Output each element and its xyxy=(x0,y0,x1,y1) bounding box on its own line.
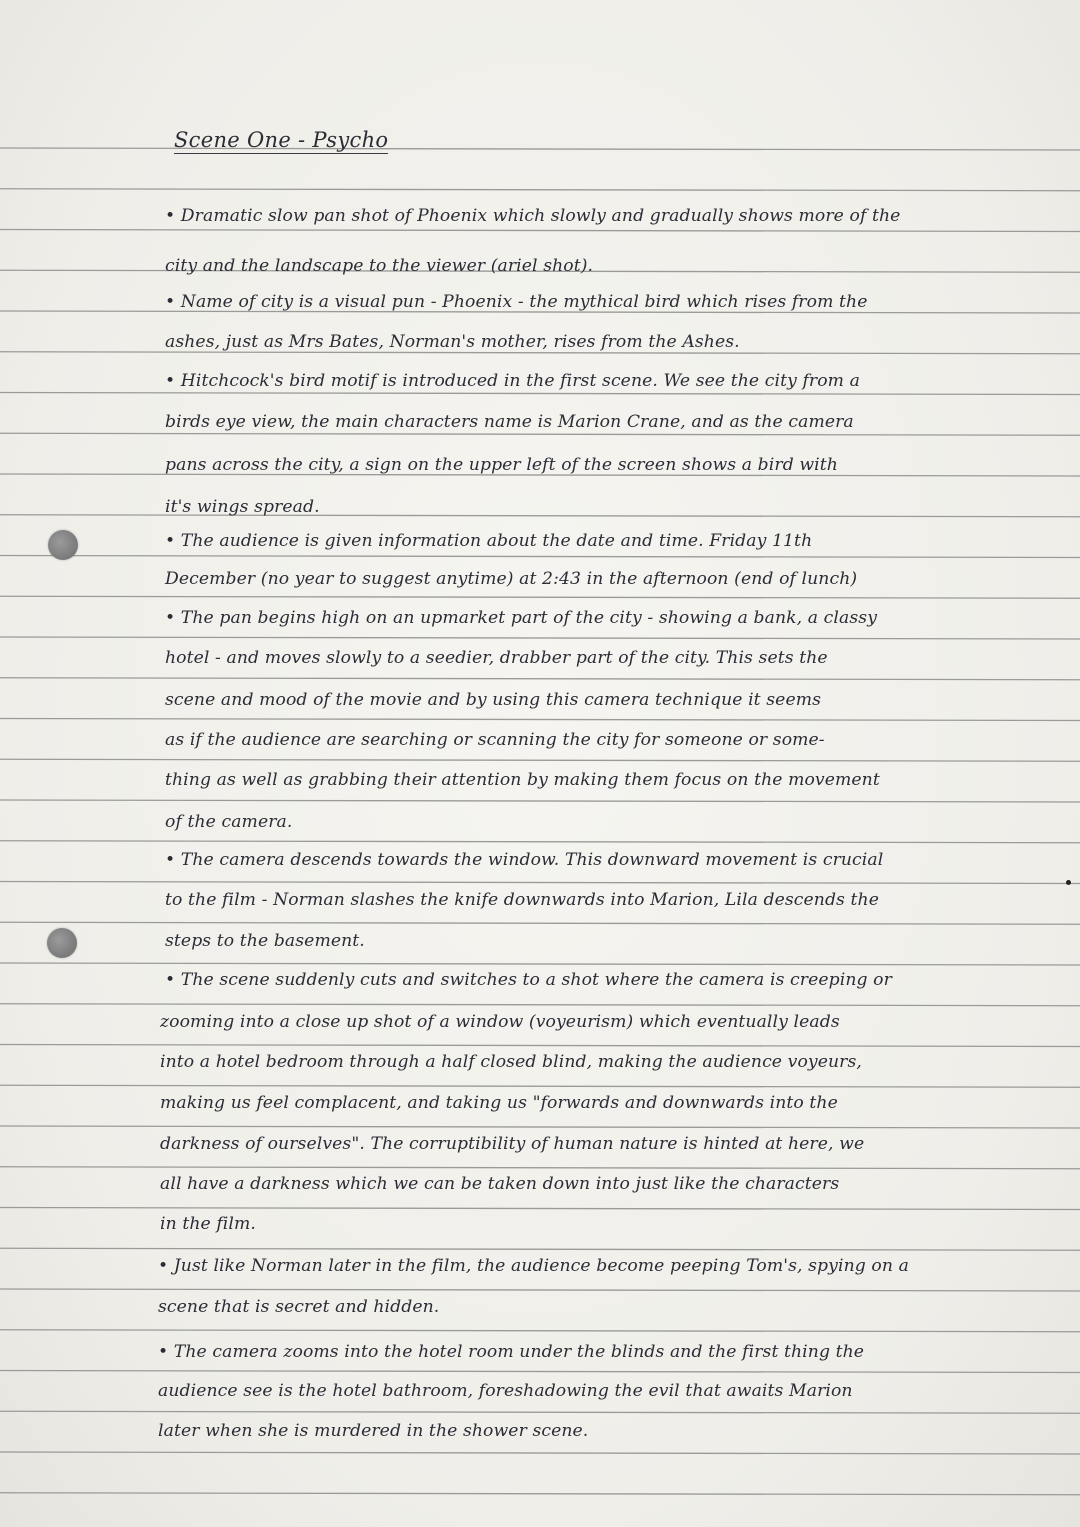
ruled-line xyxy=(0,1167,1080,1169)
ruled-line xyxy=(0,1371,1080,1373)
text-line: scene that is secret and hidden. xyxy=(158,1297,440,1317)
text-line: steps to the basement. xyxy=(165,931,365,951)
text-line: birds eye view, the main characters name is Marion Crane, and as the camera xyxy=(165,412,854,432)
text-line: • The scene suddenly cuts and switches to a shot where the camera is creeping or xyxy=(165,970,892,990)
punch-hole xyxy=(48,530,78,560)
ruled-line xyxy=(0,515,1080,517)
text-line: • Dramatic slow pan shot of Phoenix which slowly and gradually shows more of the xyxy=(165,206,901,226)
text-line: • The audience is given information about the date and time. Friday 11th xyxy=(165,531,813,551)
ruled-line xyxy=(0,1045,1080,1047)
ruled-line xyxy=(0,800,1080,802)
text-line: • The pan begins high on an upmarket part of the city - showing a bank, a classy xyxy=(165,608,878,628)
text-line: making us feel complacent, and taking us "forwards and downwards into the xyxy=(160,1093,838,1113)
ruled-line xyxy=(0,596,1080,598)
text-line: in the film. xyxy=(160,1214,256,1234)
ink-mark xyxy=(1066,880,1071,885)
ruled-line xyxy=(0,678,1080,680)
text-line: zooming into a close up shot of a window (voyeurism) which eventually leads xyxy=(160,1012,840,1032)
text-line: scene and mood of the movie and by using this camera technique it seems xyxy=(165,690,822,710)
text-line: later when she is murdered in the shower scene. xyxy=(158,1421,589,1441)
ruled-line xyxy=(0,1452,1080,1454)
punch-hole xyxy=(47,928,77,958)
text-line: audience see is the hotel bathroom, foreshadowing the evil that awaits Marion xyxy=(158,1381,853,1401)
text-line: as if the audience are searching or scanning the city for someone or some- xyxy=(165,730,825,750)
ruled-line xyxy=(0,1493,1080,1495)
text-line: all have a darkness which we can be taken down into just like the characters xyxy=(160,1174,840,1194)
text-line: • Name of city is a visual pun - Phoenix - the mythical bird which rises from the xyxy=(165,292,868,312)
ruled-line xyxy=(0,393,1080,395)
ruled-line xyxy=(0,1289,1080,1291)
ruled-line xyxy=(0,1085,1080,1087)
ruled-line xyxy=(0,963,1080,965)
text-line: ashes, just as Mrs Bates, Norman's mother, rises from the Ashes. xyxy=(165,332,740,352)
text-line: • The camera descends towards the window. This downward movement is crucial xyxy=(165,850,884,870)
text-line: • The camera zooms into the hotel room under the blinds and the first thing the xyxy=(158,1342,865,1362)
ruled-line xyxy=(0,433,1080,435)
ruled-line xyxy=(0,230,1080,232)
text-line: of the camera. xyxy=(165,812,293,832)
text-line: • Hitchcock's bird motif is introduced in the first scene. We see the city from a xyxy=(165,371,860,391)
text-line: into a hotel bedroom through a half closed blind, making the audience voyeurs, xyxy=(160,1052,862,1072)
ruled-line xyxy=(0,1330,1080,1332)
text-line: darkness of ourselves". The corruptibility of human nature is hinted at here, we xyxy=(160,1134,865,1154)
text-line: • Just like Norman later in the film, the audience become peeping Tom's, spying on a xyxy=(158,1256,909,1276)
ruled-line xyxy=(0,1004,1080,1006)
ruled-line xyxy=(0,1248,1080,1250)
ruled-line xyxy=(0,1208,1080,1210)
text-line: it's wings spread. xyxy=(165,497,320,517)
ruled-line xyxy=(0,148,1080,150)
ruled-line xyxy=(0,556,1080,558)
ruled-line xyxy=(0,352,1080,354)
page-title: Scene One - Psycho xyxy=(174,128,389,152)
text-line: city and the landscape to the viewer (ariel shot). xyxy=(165,256,594,276)
ruled-line xyxy=(0,1411,1080,1413)
text-line: to the film - Norman slashes the knife downwards into Marion, Lila descends the xyxy=(165,890,879,910)
ruled-line xyxy=(0,759,1080,761)
ruled-line xyxy=(0,1126,1080,1128)
text-line: pans across the city, a sign on the upper left of the screen shows a bird with xyxy=(165,455,838,475)
ruled-line xyxy=(0,637,1080,639)
ruled-line xyxy=(0,189,1080,191)
ruled-line xyxy=(0,922,1080,924)
ruled-line xyxy=(0,882,1080,884)
ruled-line xyxy=(0,841,1080,843)
text-line: December (no year to suggest anytime) at 2:43 in the afternoon (end of lunch) xyxy=(165,569,858,589)
text-line: thing as well as grabbing their attention by making them focus on the movement xyxy=(165,770,880,790)
ruled-line xyxy=(0,719,1080,721)
text-line: hotel - and moves slowly to a seedier, drabber part of the city. This sets the xyxy=(165,648,828,668)
